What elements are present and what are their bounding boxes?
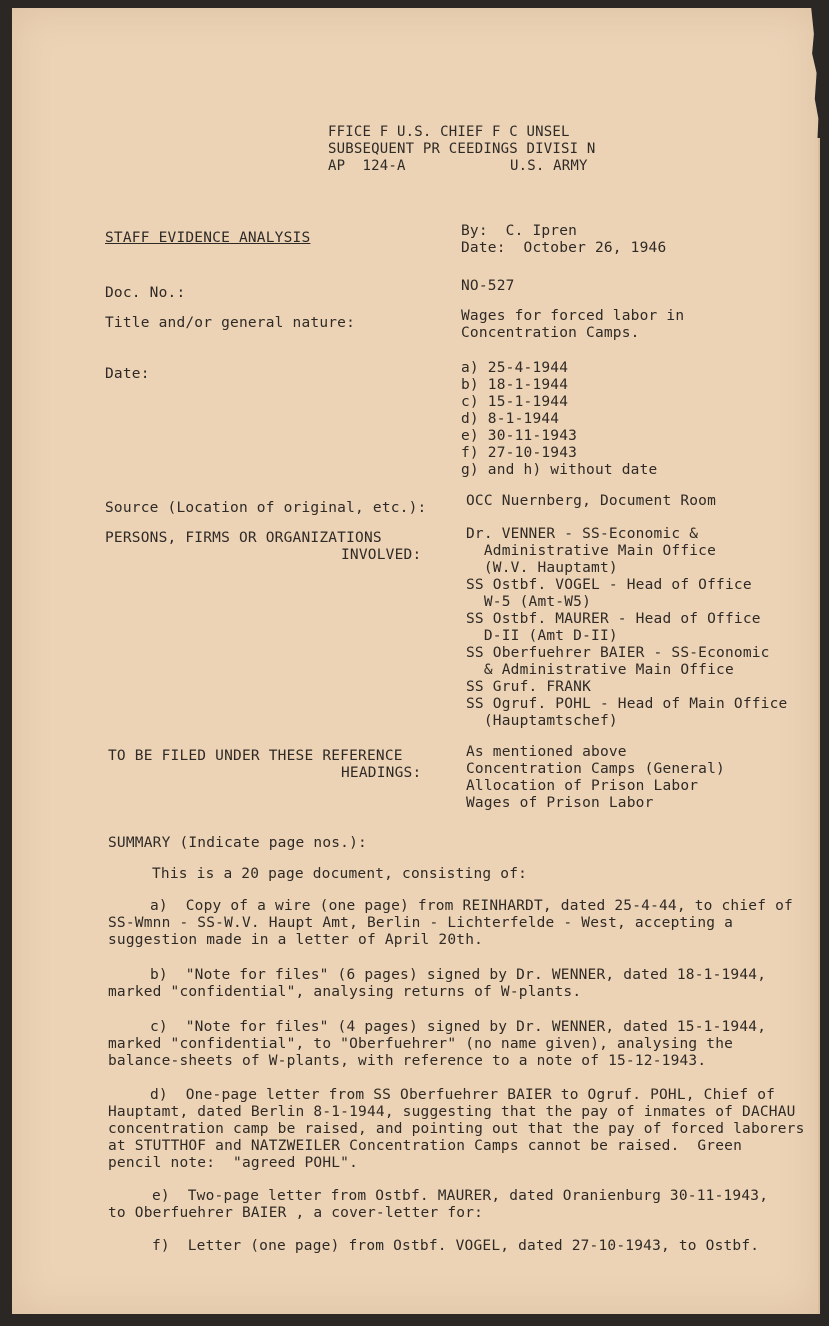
heading-item: Allocation of Prison Labor [466, 778, 699, 794]
person-line: SS Ostbf. MAURER - Head of Office [466, 611, 761, 627]
summary-line: concentration camp be raised, and pointing out that the pay of forced laborers [108, 1121, 805, 1137]
date-item: d) 8-1-1944 [461, 411, 560, 427]
summary-line: to Oberfuehrer BAIER , a cover-letter for: [108, 1205, 484, 1221]
person-line: SS Ogruf. POHL - Head of Main Office [466, 696, 788, 712]
summary-line: c) "Note for files" (4 pages) signed by Dr. WENNER, dated 15-1-1944, [150, 1019, 767, 1035]
summary-line: e) Two-page letter from Ostbf. MAURER, dated Oranienburg 30-11-1943, [152, 1188, 769, 1204]
date-item: c) 15-1-1944 [461, 394, 569, 410]
person-line: Administrative Main Office [466, 543, 717, 559]
person-line: & Administrative Main Office [466, 662, 734, 678]
summary-line: suggestion made in a letter of April 20th. [108, 932, 484, 948]
summary-intro: This is a 20 page document, consisting of: [152, 866, 528, 882]
title-label: Title and/or general nature: [105, 315, 356, 331]
persons-label-1: PERSONS, FIRMS OR ORGANIZATIONS [105, 530, 382, 546]
summary-line: a) Copy of a wire (one page) from REINHARDT, dated 25-4-44, to chief of [150, 898, 793, 914]
filed-label-1: TO BE FILED UNDER THESE REFERENCE [108, 748, 403, 764]
summary-line: Hauptamt, dated Berlin 8-1-1944, suggesting that the pay of inmates of DACHAU [108, 1104, 796, 1120]
summary-line: marked "confidential", analysing returns of W-plants. [108, 984, 582, 1000]
title-value-1: Wages for forced labor in [461, 308, 685, 324]
date-item: f) 27-10-1943 [461, 445, 578, 461]
person-line: SS Gruf. FRANK [466, 679, 592, 695]
title-value-2: Concentration Camps. [461, 325, 640, 341]
person-line: (Hauptamtschef) [466, 713, 618, 729]
date-item: e) 30-11-1943 [461, 428, 578, 444]
header-line-3-right: U.S. ARMY [510, 158, 588, 174]
person-line: SS Ostbf. VOGEL - Head of Office [466, 577, 752, 593]
analysis-title: STAFF EVIDENCE ANALYSIS [105, 230, 311, 246]
header-line-2: SUBSEQUENT PR CEEDINGS DIVISI N [328, 141, 596, 157]
date-item: g) and h) without date [461, 462, 658, 478]
summary-label: SUMMARY (Indicate page nos.): [108, 835, 367, 851]
analysis-by: By: C. Ipren [461, 223, 578, 239]
date-label: Date: [105, 366, 150, 382]
summary-line: b) "Note for files" (6 pages) signed by Dr. WENNER, dated 18-1-1944, [150, 967, 767, 983]
heading-item: Concentration Camps (General) [466, 761, 725, 777]
summary-line: SS-Wmnn - SS-W.V. Haupt Amt, Berlin - Lichterfelde - West, accepting a [108, 915, 734, 931]
torn-corner [804, 8, 822, 138]
header-line-1: FFICE F U.S. CHIEF F C UNSEL [328, 124, 570, 140]
person-line: Dr. VENNER - SS-Economic & [466, 526, 699, 542]
source-label: Source (Location of original, etc.): [105, 500, 427, 516]
person-line: (W.V. Hauptamt) [466, 560, 618, 576]
summary-line: pencil note: "agreed POHL". [108, 1155, 359, 1171]
header-line-3-left: AP 124-A [328, 158, 406, 174]
person-line: D-II (Amt D-II) [466, 628, 618, 644]
summary-line: marked "confidential", to "Oberfuehrer" (no name given), analysing the [108, 1036, 734, 1052]
person-line: SS Oberfuehrer BAIER - SS-Economic [466, 645, 770, 661]
date-item: b) 18-1-1944 [461, 377, 569, 393]
analysis-date: Date: October 26, 1946 [461, 240, 667, 256]
summary-line: balance-sheets of W-plants, with reference to a note of 15-12-1943. [108, 1053, 707, 1069]
summary-line: at STUTTHOF and NATZWEILER Concentration Camps cannot be raised. Green [108, 1138, 743, 1154]
filed-label-2: HEADINGS: [341, 765, 422, 781]
heading-item: As mentioned above [466, 744, 627, 760]
persons-label-2: INVOLVED: [341, 547, 422, 563]
doc-no-value: NO-527 [461, 278, 515, 294]
person-line: W-5 (Amt-W5) [466, 594, 592, 610]
date-item: a) 25-4-1944 [461, 360, 569, 376]
summary-line: f) Letter (one page) from Ostbf. VOGEL, dated 27-10-1943, to Ostbf. [152, 1238, 760, 1254]
source-value: OCC Nuernberg, Document Room [466, 493, 717, 509]
doc-no-label: Doc. No.: [105, 285, 186, 301]
heading-item: Wages of Prison Labor [466, 795, 654, 811]
summary-line: d) One-page letter from SS Oberfuehrer BAIER to Ogruf. POHL, Chief of [150, 1087, 776, 1103]
